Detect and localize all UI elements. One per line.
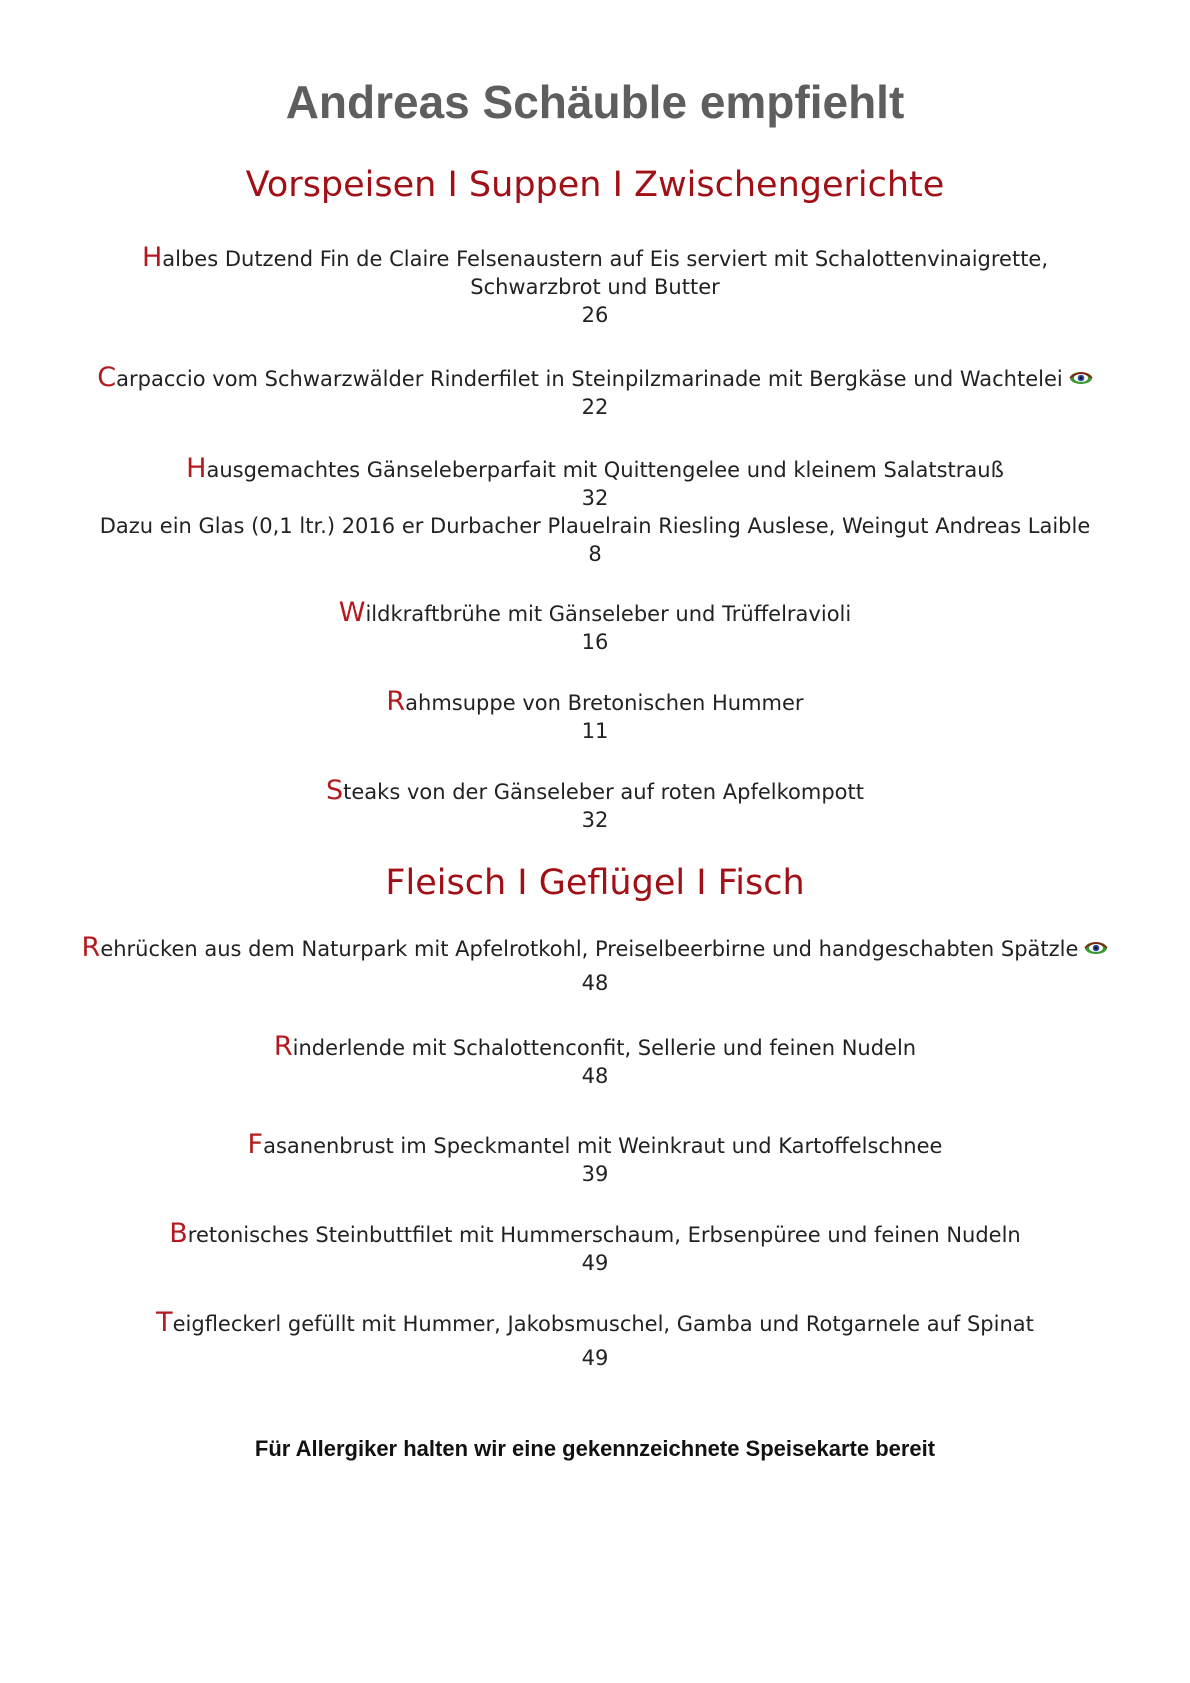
dish-item (40, 688, 1150, 745)
dish-initial: R (81, 932, 101, 963)
dish-description-line2: Schwarzbrot und Butter (470, 275, 720, 299)
dish-item (40, 599, 1150, 656)
dish-initial: T (156, 1307, 173, 1338)
dish-price: 49 (581, 1346, 609, 1370)
allergy-notice: Für Allergiker halten wir eine gekennzeichnete Speisekarte bereit (254, 1436, 936, 1461)
dish-description: ahmsuppe von Bretonischen Hummer (405, 691, 804, 715)
dish-initial: S (326, 775, 344, 806)
dish-description: ausgemachtes Gänseleberparfait mit Quittengelee und kleinem Salatstrauß (206, 458, 1004, 482)
dish-description: albes Dutzend Fin de Claire Felsenaustern auf Eis serviert mit Schalottenvinaigrette, (162, 247, 1049, 271)
dish-price: 48 (581, 1064, 609, 1088)
dish-item (40, 364, 1150, 421)
dish-item (40, 244, 1150, 329)
dish-price: 49 (581, 1251, 609, 1275)
dish-item (40, 934, 1150, 997)
dish-initial: B (169, 1218, 188, 1249)
dish-description: inderlende mit Schalottenconfit, Sellerie und feinen Nudeln (292, 1036, 917, 1060)
section-heading-mains: Fleisch I Geflügel I Fisch (385, 863, 805, 903)
dish-initial: R (386, 686, 406, 717)
dish-item (40, 777, 1150, 834)
dish-item (40, 1220, 1150, 1277)
dish-description: eigfleckerl gefüllt mit Hummer, Jakobsmuschel, Gamba und Rotgarnele auf Spinat (172, 1312, 1034, 1336)
dish-description: retonisches Steinbuttfilet mit Hummerschaum, Erbsenpüree und feinen Nudeln (187, 1223, 1021, 1247)
page-title: Andreas Schäuble empfiehlt (285, 76, 905, 128)
dish-description: asanenbrust im Speckmantel mit Weinkraut und Kartoffelschnee (263, 1134, 943, 1158)
dish-price: 32 (581, 486, 609, 510)
dish-price: 48 (581, 971, 609, 995)
dish-initial: C (97, 362, 117, 393)
dish-description: ildkraftbrühe mit Gänseleber und Trüffelravioli (365, 602, 852, 626)
wine-pairing: Dazu ein Glas (0,1 ltr.) 2016 er Durbacher Plauelrain Riesling Auslese, Weingut Andreas Laible (99, 514, 1091, 538)
dish-item (40, 1309, 1150, 1372)
dish-description: arpaccio vom Schwarzwälder Rinderfilet in Steinpilzmarinade mit Bergkäse und Wachtelei (116, 367, 1063, 391)
dish-initial: F (247, 1129, 264, 1160)
dish-item (40, 1033, 1150, 1090)
dish-price: 11 (581, 719, 609, 743)
dish-price: 22 (581, 395, 609, 419)
dish-price: 16 (581, 630, 609, 654)
eye-icon (1084, 941, 1108, 955)
section-heading-starters: Vorspeisen I Suppen I Zwischengerichte (245, 165, 945, 205)
eye-icon (1069, 371, 1093, 385)
dish-price: 26 (581, 303, 609, 327)
dish-initial: H (141, 242, 163, 273)
dish-initial: R (273, 1031, 293, 1062)
dish-price: 39 (581, 1162, 609, 1186)
dish-description: teaks von der Gänseleber auf roten Apfelkompott (343, 780, 864, 804)
wine-price: 8 (588, 542, 602, 566)
dish-item (40, 455, 1150, 568)
dish-initial: W (338, 597, 366, 628)
dish-description: ehrücken aus dem Naturpark mit Apfelrotkohl, Preiselbeerbirne und handgeschabten Spätzle (100, 937, 1079, 961)
dish-item (40, 1131, 1150, 1188)
dish-initial: H (186, 453, 207, 484)
dish-price: 32 (581, 808, 609, 832)
